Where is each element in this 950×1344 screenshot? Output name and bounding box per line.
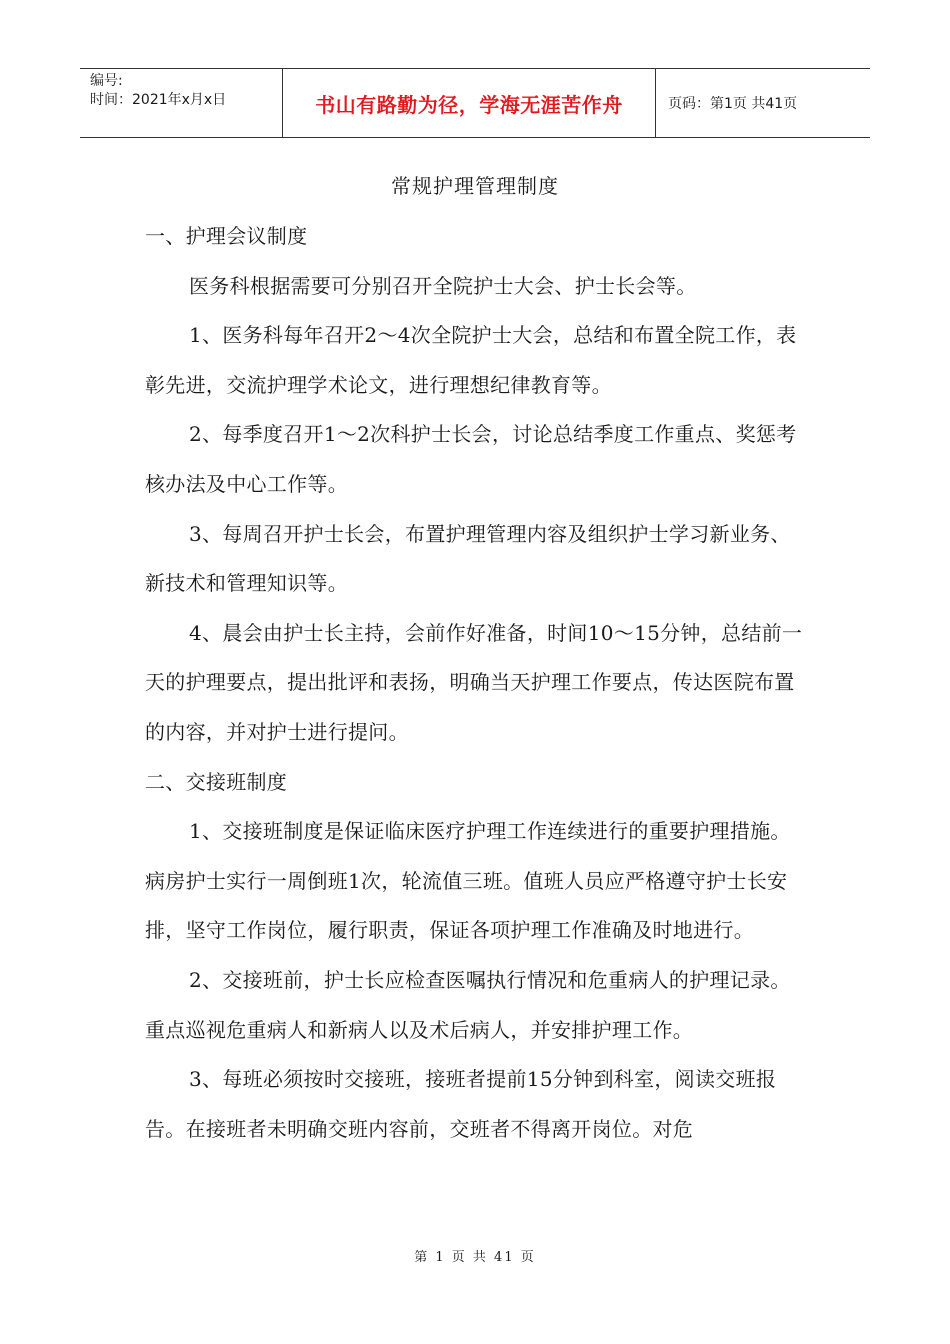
header-meta xyxy=(80,69,282,137)
paragraph: 2、交接班前，护士长应检查医嘱执行情况和危重病人的护理记录。重点巡视危重病人和新病人以及术后病人，并安排护理工作。 xyxy=(145,967,791,1042)
section-heading: 二、交接班制度 xyxy=(145,769,288,794)
paragraph: 4、晨会由护士长主持，会前作好准备，时间10～15分钟，总结前一天的护理要点，提出批评和表扬，明确当天护理工作要点，传达医院布置的内容，并对护士进行提问。 xyxy=(145,620,803,744)
page-header xyxy=(80,68,870,138)
header-page-info: 页码：第1页 共41页 xyxy=(668,96,798,112)
document-time: 时间：2021年x月x日 xyxy=(90,92,227,108)
document-body xyxy=(145,212,805,1154)
paragraph: 1、交接班制度是保证临床医疗护理工作连续进行的重要护理措施。病房护士实行一周倒班1次，轮流值三班。值班人员应严格遵守护士长安排，坚守工作岗位，履行职责，保证各项护理工作准确及时地进行。 xyxy=(145,819,791,943)
paragraph: 医务科根据需要可分别召开全院护士大会、护士长会等。 xyxy=(189,273,697,298)
document-title: 常规护理管理制度 xyxy=(391,174,559,198)
paragraph: 3、每周召开护士长会，布置护理管理内容及组织护士学习新业务、新技术和管理知识等。 xyxy=(145,521,791,596)
paragraph: 1、医务科每年召开2～4次全院护士大会，总结和布置全院工作，表彰先进，交流护理学术论文，进行理想纪律教育等。 xyxy=(145,323,797,397)
document-number-label: 编号: xyxy=(90,73,123,89)
page-footer: 第 1 页 共 41 页 xyxy=(414,1250,536,1265)
paragraph: 2、每季度召开1～2次科护士长会，讨论总结季度工作重点、奖惩考核办法及中心工作等。 xyxy=(145,422,797,496)
header-motto: 书山有路勤为径，学海无涯苦作舟 xyxy=(282,69,656,137)
section-heading: 一、护理会议制度 xyxy=(145,224,308,248)
paragraph: 3、每班必须按时交接班，接班者提前15分钟到科室，阅读交班报告。在接班者未明确交班内容前，交班者不得离开岗位。对危 xyxy=(145,1067,777,1141)
